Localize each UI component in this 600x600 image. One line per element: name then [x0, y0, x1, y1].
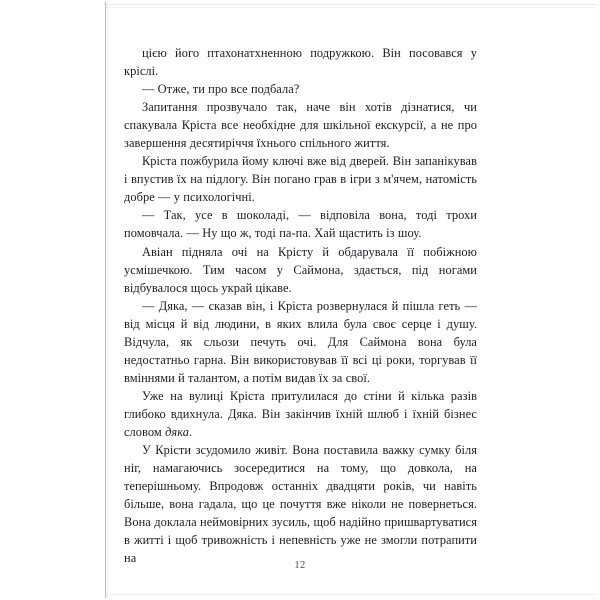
body-paragraph: Авіан підняла очі на Крісту й обдарувала її побіжною усмішечкою. Тим часом у Саймона, здається, під ногами відбувалося щось украй цікаве.	[124, 244, 477, 295]
scan-edge-bottom-line	[106, 594, 596, 595]
page-right-edge-line	[596, 4, 597, 596]
book-spine-line	[105, 2, 106, 598]
body-paragraph	[124, 387, 477, 441]
body-paragraph: Запитання прозвучало так, наче він хотів дізнатися, чи спакувала Кріста все необхідне для шкільної екскурсії, а не про завершення десятиріччя їхнього спільного життя.	[124, 100, 477, 151]
paragraph-text-run: .	[189, 424, 193, 439]
emphasised-word: дяка	[165, 424, 190, 439]
body-paragraph: — Так, усе в шоколаді, — відповіла вона, тоді трохи помовчала. — Ну що ж, тоді па-па. Хай щастить із шоу.	[124, 208, 477, 241]
scan-edge-top-line-secondary	[106, 7, 594, 8]
page-number-folio: 12	[294, 560, 306, 571]
body-paragraph: Кріста пожбурила йому ключі вже від дверей. Він запанікував і впустив їх на підлогу. Він погано грав в ігри з м'ячем, натомість добре — у психологічні.	[124, 154, 477, 205]
body-paragraph: — Отже, ти про все подбала?	[141, 82, 300, 97]
book-spine-shadow	[107, 2, 108, 598]
body-paragraph: — Дяка, — сказав він, і Кріста розвернулася й пішла геть — від місця й від людини, в яких влила була своє серце і душу. Відчула, як сльози печуть очі. Для Саймона вона була недостатньо гарна. Він використовував її всі ці роки, торгував її вміннями й талантом, а потім видав їх за свої.	[124, 298, 477, 385]
paragraph-text-run: Уже на вулиці Кріста притулилася до стіни й кілька разів глибоко вдихнула. Дяка. Він закінчив їхній шлюб і їхній бізнес словом	[124, 388, 477, 439]
body-text-column	[124, 44, 477, 567]
body-paragraph: У Крісти зсудомило живіт. Вона поставила важку сумку біля ніг, намагаючись зосередитися на тому, що довкола, на теперішньому. Впродовж останніх двадцяти років, чи навіть більше, вона гадала, що це почуття вже ніколи не повернеться. Вона доклала неймовірних зусиль, щоб надійно пришвартуватися в житті і щоб тривожність і непевність уже не змогли потрапити на	[124, 443, 477, 566]
scan-edge-top-line	[104, 4, 598, 5]
body-paragraph: цією його птахонатхненною подружкою. Він посовався у кріслі.	[124, 46, 477, 79]
